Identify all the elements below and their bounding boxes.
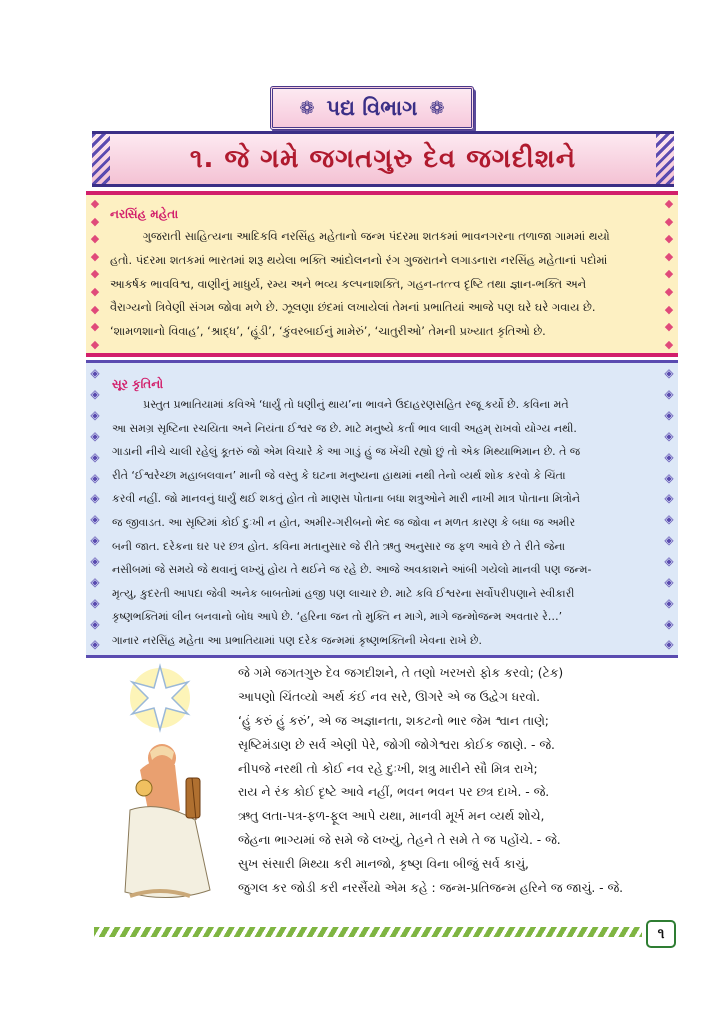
bio-line: હતો. પંદરમા શતકમાં ભારતમાં શરૂ થયેલા ભક્તિ આંદોલનનો રંગ ગુજરાતને લગાડનારા નરસિંહ મહેતાનાં પદોમાં [110,252,608,267]
border-ornament-right: ◈ ◈ ◈ ◈ ◈ ◈ ◈ ◈ ◈ ◈ ◈ ◈ ◈ ◈ [664,366,674,652]
border-ornament-right: ◆ ◆ ◆ ◆ ◆ ◆ ◆ ◆ ◆ [664,197,674,351]
kriti-line: પ્રસ્તુત પ્રભાતિયામાં કવિએ ‘ધાર્યું તો ધણીનું થાય’ના ભાવને ઉદાહરણસહિત રજૂ કર્યો છે. કવિના મતે [112,398,569,411]
footer-divider [94,927,642,937]
poem-line: આપણો ચિંતવ્યો અર્થ કંઈ નવ સરે, ઊગરે એ જ ઉદ્વેગ ધરવો. [238,689,541,704]
poet-info-box [86,191,678,357]
page-number: ૧ [646,920,676,948]
kriti-line: આ સમગ્ર સૃષ્ટિના રચયિતા અને નિયંતા ઈશ્વર જ છે. માટે મનુષ્યે કર્તા ભાવ લાવી અહમ્ રાખવો યોગ્ય નથી. [112,421,577,435]
border-ornament-left: ◆ ◆ ◆ ◆ ◆ ◆ ◆ ◆ ◆ [90,197,100,351]
bio-line: આકર્ષક ભાવવિશ્વ, વાણીનું માધુર્ય, રમ્ય અને ભવ્ય કલ્પનાશક્તિ, ગહન-તત્ત્વ દૃષ્ટિ તથા જ્ઞાન-ભક્તિ અને [110,276,587,291]
poem-line: ‘હું કરું હું કરું’, એ જ અજ્ઞાનતા, શકટનો ભાર જેમ શ્વાન તાણે; [238,713,549,728]
bio-line: ગુજરાતી સાહિત્યના આદિકવિ નરસિંહ મહેતાનો જન્મ પંદરમા શતકમાં ભાવનગરના તળાજા ગામમાં થયો [110,229,610,243]
title-ornament-left [92,134,110,184]
bio-line: વૈરાગ્યનો ત્રિવેણી સંગમ જોવા મળે છે. ઝૂલણા છંદમાં લખાયેલાં તેમનાં પ્રભાતિયાં આજે પણ ઘરે ઘરે ગવાય છે. [110,300,596,315]
kriti-line: નસીબમાં જે સમયે જે થવાનું લખ્યું હોય તે થઈને જ રહે છે. આજે અવકાશને આંબી ગયેલો માનવી પણ જન્મ- [112,563,592,577]
kriti-line: કૃષ્ણભક્તિમાં લીન બનવાનો બોધ આપે છે. ‘હરિના જન તો મુક્તિ ન માગે, માગે જન્મોજન્મ અવતાર રે…’ [112,610,563,624]
poem-line: જેહના ભાગ્યમાં જે સમે જે લખ્યું, તેહને તે સમે તે જ પહોંચે. - જે. [238,833,561,848]
kriti-heading: સૂર કૃતિનો [112,377,164,391]
chapter-title: ૧. જે ગમે જગતગુરુ દેવ જગદીશને [189,143,577,174]
kriti-line: કરવી નહીં. જો માનવનું ધાર્યું થઈ શકતું હોત તો માણસ પોતાના બધા શત્રુઓને મારી નાખી માત્ર પોતાના મિત્રોને [112,492,581,506]
bio-line: ‘શામળશાનો વિવાહ’, ‘શ્રાદ્ધ’, ‘હૂંડી’, ‘કુંવરબાઈનું મામેરું’, ‘ચાતુરીઓ’ તેમની પ્રખ્યાત કૃતિઓ છે. [110,324,546,339]
flower-icon: ❁ [429,97,445,119]
kriti-paragraph [112,393,658,653]
flower-icon: ❁ [299,97,315,119]
kriti-line: જ જીવાડત. આ સૃષ્ટિમાં કોઈ દુઃખી ન હોત, અમીર-ગરીબનો ભેદ જ જોવા ન મળત કારણ કે બધા જ અમીર [112,515,576,529]
poet-name: નરસિંહ મહેતા [110,207,179,221]
kriti-line: બની જાત. દરેકના ઘર પર છત્ર હોત. કવિના મતાનુસાર જે રીતે ઋતુ અનુસાર જ ફળ આવે છે તે રીતે જેના [112,539,566,553]
poem-line: સુખ સંસારી મિથ્યા કરી માનજો, કૃષ્ણ વિના બીજું સર્વ કાચું, [238,857,529,872]
poem-line: રાય ને રંક કોઈ દૃષ્ટે આવે નહીં, ભવન ભવન પર છત્ર દાખે. - જે. [238,785,550,800]
poem-line: જુગલ કર જોડી કરી નરસૈંયો એમ કહે : જન્મ-પ્રતિજન્મ હરિને જ જાચું. - જે. [238,881,624,896]
kriti-summary-box [86,360,678,658]
divine-light-icon [130,666,190,730]
poem-line: સૃષ્ટિમંડાણ છે સર્વ એણી પેરે, જોગી જોગેશ્વરા કોઈક જાણે. - જે. [238,737,555,752]
kriti-line: ગાનાર નરસિંહ મહેતા આ પ્રભાતિયામાં પણ દરેક જન્મમાં કૃષ્ણભક્તિની ખેવના રાખે છે. [112,633,482,647]
poet-bio [110,225,658,344]
poem [238,662,672,901]
title-ornament-right [656,134,674,184]
kriti-line: રીતે ‘ઈશ્વરેચ્છા મહાબલવાન’ માની જે વસ્તુ કે ઘટના મનુષ્યના હાથમાં નથી તેનો વ્યર્થ શોક કરવો કે ચિંતા [112,468,566,482]
border-ornament-left: ◈ ◈ ◈ ◈ ◈ ◈ ◈ ◈ ◈ ◈ ◈ ◈ ◈ ◈ [90,366,100,652]
poem-line: ઋતુ લતા-પત્ર-ફળ-ફૂલ આપે યથા, માનવી મૂર્ખ મન વ્યર્થ શોચે, [238,809,545,824]
kriti-line: ગાડાની નીચે ચાલી રહેલું કૂતરું જો એમ વિચારે કે આ ગાડું હું જ ખેંચી રહ્યો છું તો એક મિથ્યાભિમાન છે. તે જ [112,445,581,459]
chapter-title-bar [92,131,674,187]
section-banner [270,86,474,130]
poem-line: નીપજે નરથી તો કોઈ નવ રહે દુઃખી, શત્રુ મારીને સૌ મિત્ર રાખે; [238,761,538,776]
poem-line: જે ગમે જગતગુરુ દેવ જગદીશને, તે તણો ખરખરો ફોક કરવો; (ટેક) [238,666,564,680]
kriti-line: મૃત્યુ, કુદરતી આપદા જેવી અનેક બાબતોમાં હજી પણ લાચાર છે. માટે કવિ ઈશ્વરના સર્વોપરીપણાને સ્વીકારી [112,586,575,600]
section-label: પદ્ય વિભાગ [326,95,418,120]
narsinh-mehta-illustration [100,660,240,904]
